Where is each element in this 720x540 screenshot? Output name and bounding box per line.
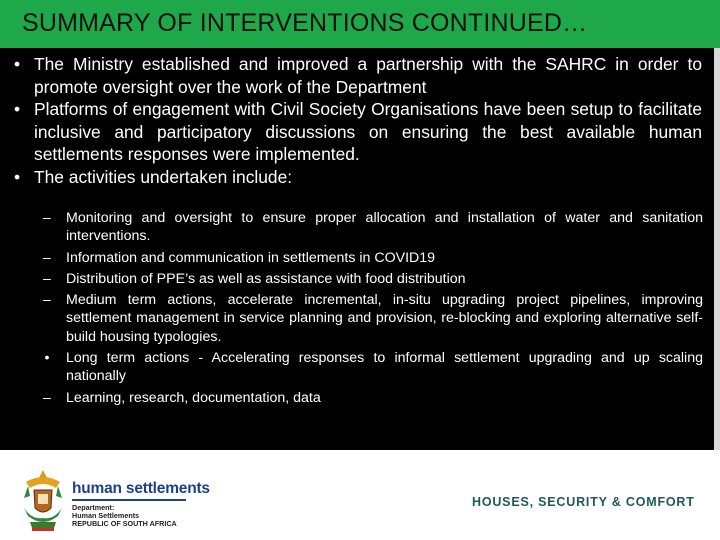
activity-item [40,209,703,246]
activity-item [40,291,703,346]
bullet-marker: • [13,99,21,119]
bullet-list [10,53,702,188]
department-label: Department: [72,503,115,512]
title-bar [0,0,720,48]
bullet-marker: • [13,166,21,187]
footer [0,450,720,540]
department-name: Human Settlements [72,510,140,520]
activity-item [40,249,703,267]
slide-title: SUMMARY OF INTERVENTIONS CONTINUED… [22,9,588,37]
activity-item [40,389,703,407]
activity-marker: • [44,350,50,367]
activity-list [40,209,703,410]
activity-text: Medium term actions, accelerate incremental, in-situ upgrading project pipelines, improving settlement management in service planning and provision, re-blocking and exploring alternative self-build housing typologies. [66,292,703,345]
activity-marker: – [43,210,51,226]
activity-marker: – [43,249,51,266]
activity-text: Learning, research, documentation, data [66,389,321,406]
activity-item [40,270,703,288]
bullet-item [10,53,702,98]
bullet-text: Platforms of engagement with Civil Society Organisations have been setup to facilitate inclusive and participatory discussions on ensuring the best available human settlements responses were implemented. [34,99,702,164]
bullet-marker: • [13,54,21,74]
content-panel [0,48,720,450]
activity-item [40,349,703,386]
bullet-text: The activities undertaken include: [34,166,293,187]
coat-of-arms-icon [18,468,68,534]
activity-marker: – [43,270,51,287]
activity-text: Monitoring and oversight to ensure proper allocation and installation of water and sanitation interventions. [66,210,703,245]
bullet-item [10,166,702,189]
department-lines [72,504,177,527]
activity-marker: – [43,292,51,309]
activity-text: Distribution of PPE’s as well as assistance with food distribution [66,270,466,287]
activity-text: Information and communication in settlements in COVID19 [66,249,436,266]
bullet-item [10,98,702,166]
logo-divider [72,499,186,501]
bullet-text: The Ministry established and improved a partnership with the SAHRC in order to promote oversight over the work of the Department [34,54,702,97]
activity-text: Long term actions - Accelerating responses to informal settlement upgrading and up scaling nationally [66,350,703,385]
activity-marker: – [43,389,51,406]
slogan: HOUSES, SECURITY & COMFORT [472,495,695,509]
logo-title: human settlements [72,480,210,497]
country-name: REPUBLIC OF SOUTH AFRICA [72,518,177,528]
